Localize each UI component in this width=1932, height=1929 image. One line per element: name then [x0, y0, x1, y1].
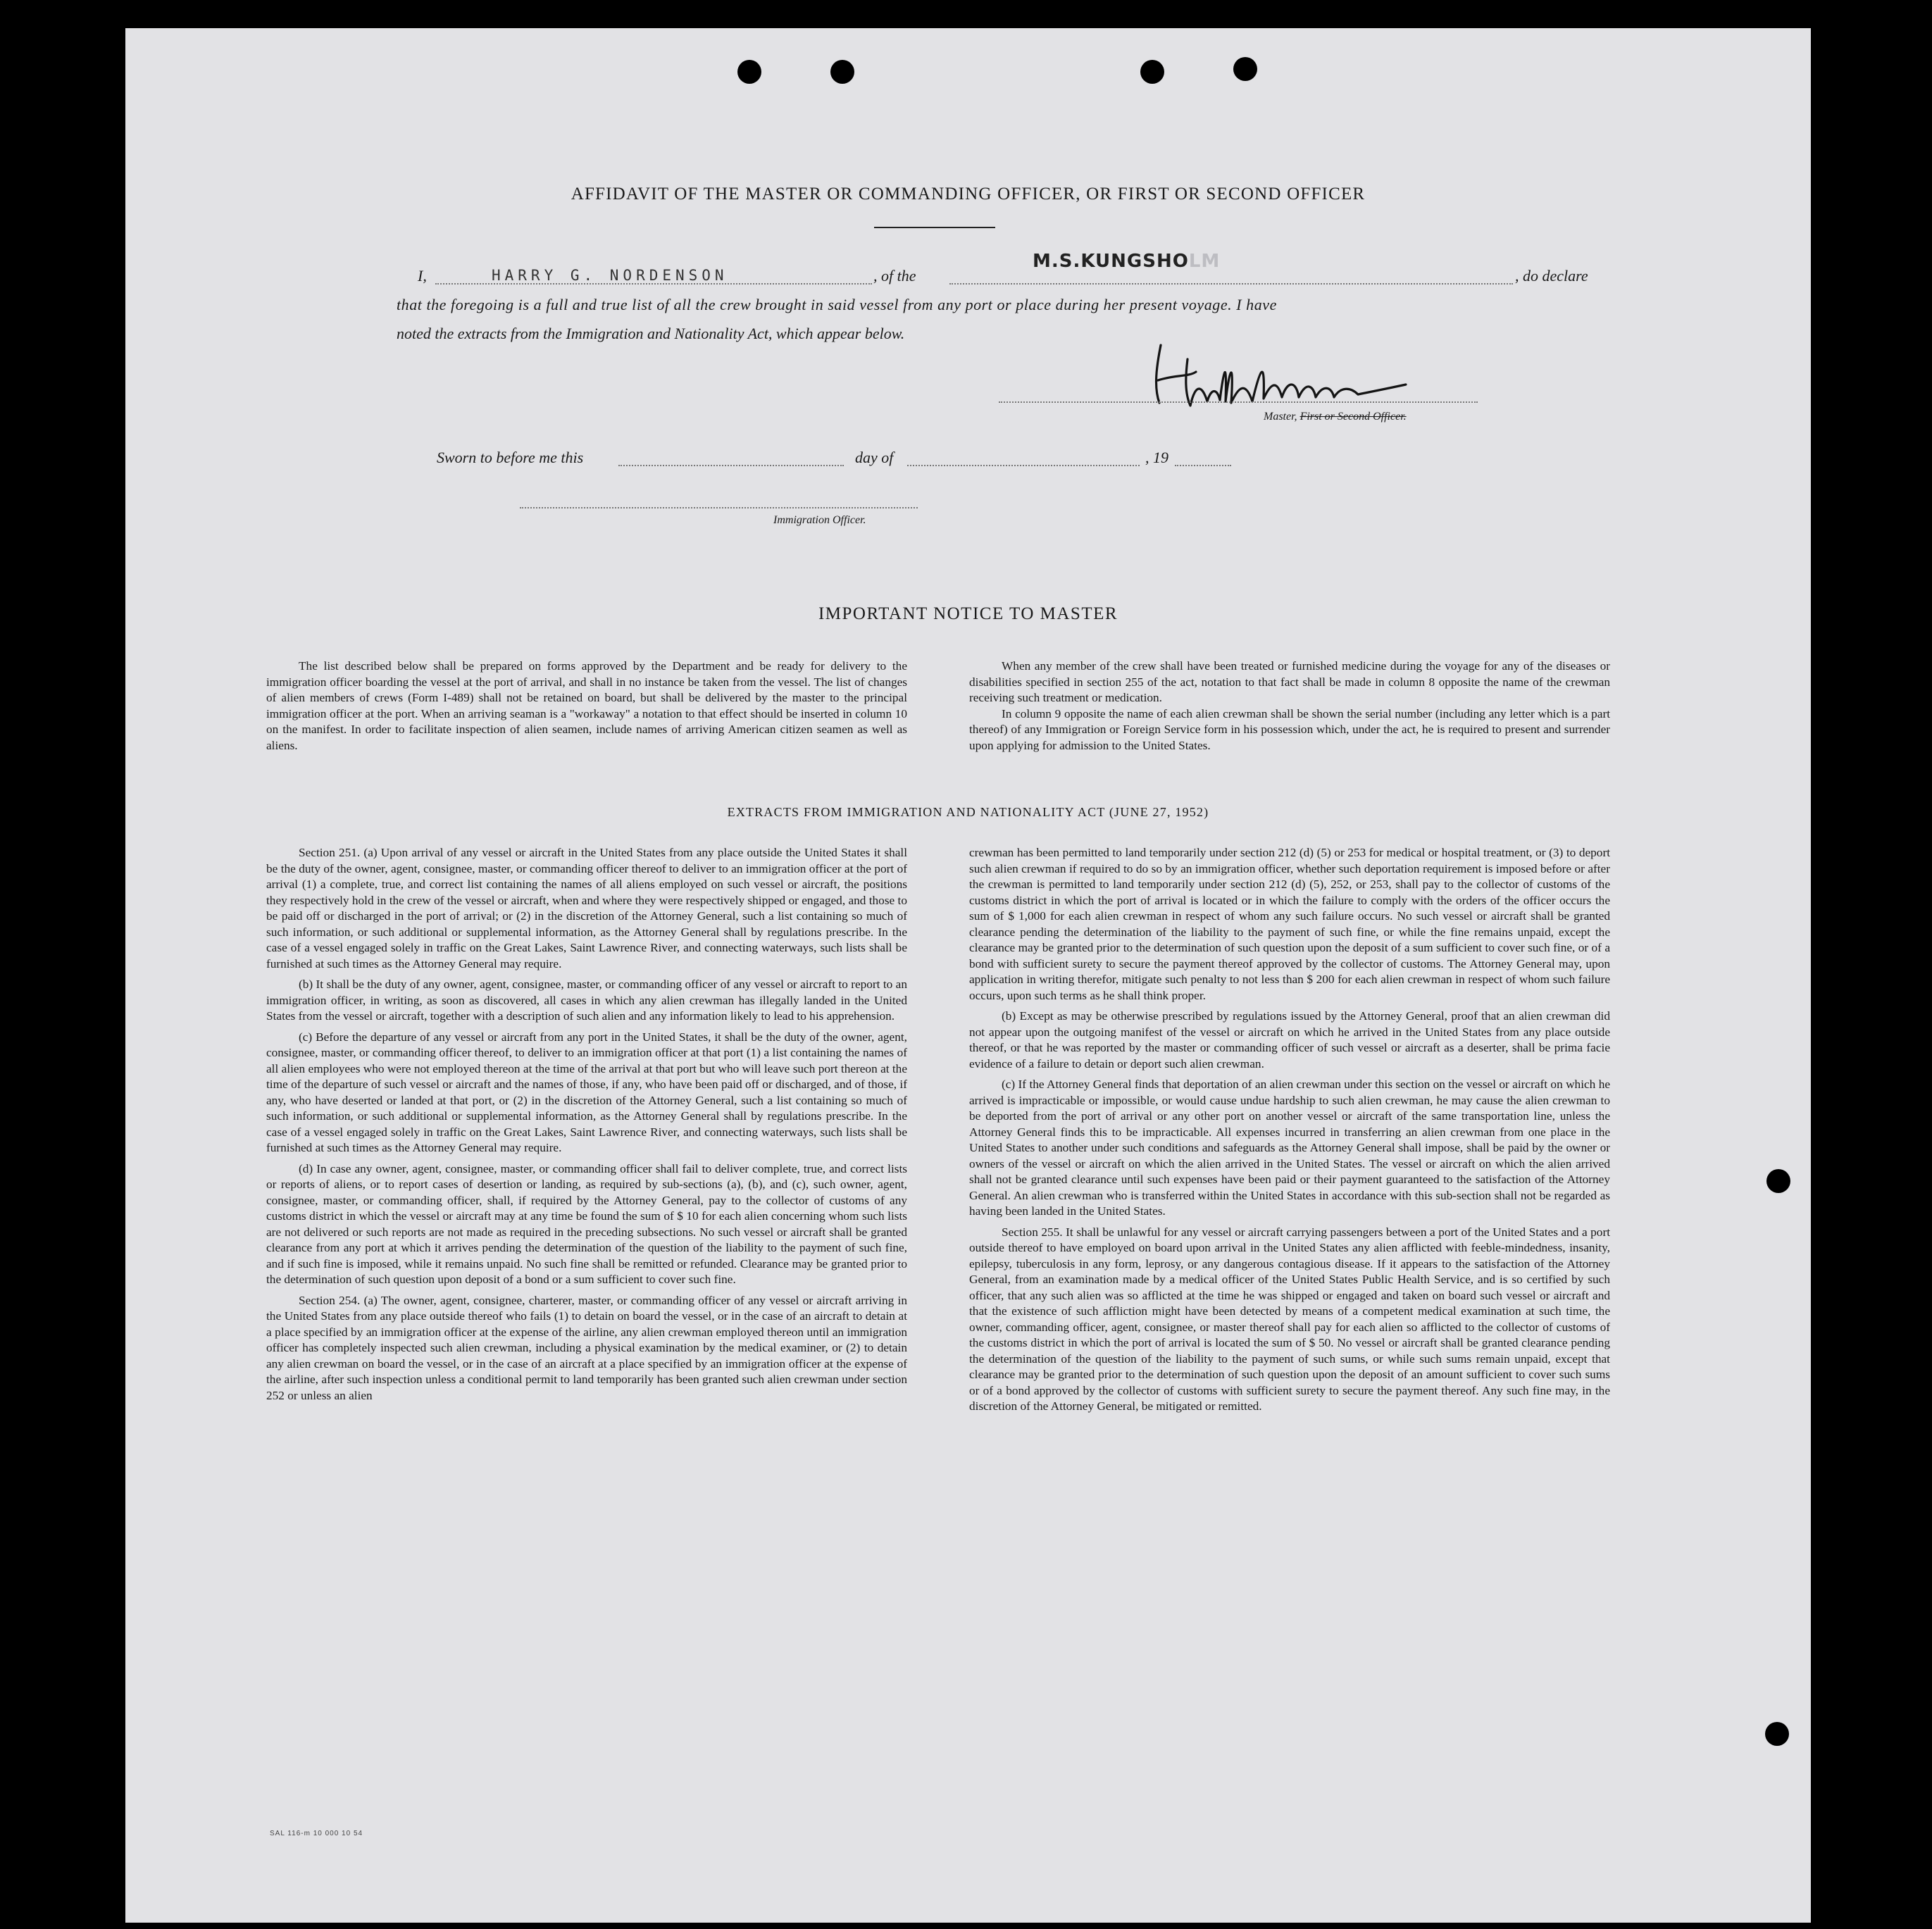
affidavit-title: AFFIDAVIT OF THE MASTER OR COMMANDING OFFICER, OR FIRST OR SECOND OFFICER — [571, 185, 1366, 204]
section-paragraph: (d) In case any owner, agent, consignee, master, or commanding officer shall fail to deliver complete, true, and correct lists or reports of aliens, or to report cases of desertion or landing, as required by sub-sections (a), (b), and (c), such owner, agent, consignee, master, or commanding officer, shall, if required by the Attorney General, pay to the collector of customs of any customs district in which the vessel or aircraft may at any time be found the sum of $ 10 for each alien concerning whom such lists are not delivered or such reports are not made as required in the preceding subsections. No such vessel or aircraft shall be granted clearance from any port at which it arrives pending the determination of the question of the liability to the payment of such fine, and if such fine is imposed, while it remains unpaid. No such fine shall be remitted or refunded. Clearance may be granted prior to the determination of such question upon deposit of a bond or a sum sufficient to cover such fine. — [266, 1161, 907, 1286]
divider — [874, 227, 995, 228]
punch-hole — [1140, 60, 1164, 84]
year-fill-line — [1175, 465, 1231, 466]
day-fill-line — [618, 465, 844, 466]
section-paragraph: Section 251. (a) Upon arrival of any vessel or aircraft in the United States from any place outside the United States it shall be the duty of the owner, agent, consignee, master, or commanding officer thereof to deliver to an immigration officer at the port of arrival (1) a complete, true, and correct list containing the names of all aliens employed on such vessel or aircraft, the positions they respectively hold in the crew of the vessel or aircraft, when and where they were respectively shipped or engaged, and those to be paid off or discharged in the port of arrival; or (2) in the discretion of the Attorney General, such a list containing so much of such information, or such additional or supplemental information, as the Attorney General shall by regulations prescribe. In the case of a vessel engaged solely in traffic on the Great Lakes, Saint Lawrence River, and connecting waterways, such lists shall be furnished at such times as the Attorney General may require. — [266, 846, 907, 970]
section-paragraph: (b) Except as may be otherwise prescribed by regulations issued by the Attorney General, proof that an alien crewman did not appear upon the outgoing manifest of the vessel or aircraft on which he arrived in the United States from any place outside thereof, or that he was reported by the master or commanding officer of such vessel or aircraft as a deserter, shall be prima facie evidence of a failure to detain or deport such alien crewman. — [969, 1009, 1610, 1070]
punch-hole — [1233, 57, 1257, 81]
notice-left-column — [266, 658, 907, 754]
master-name: HARRY G. NORDENSON — [492, 267, 728, 284]
notice-paragraph: When any member of the crew shall have been treated or furnished medicine during the voyage for any of the diseases or disabilities specified in section 255 of the act, notation to that fact shall be made in column 8 opposite the name of the crewman receiving such treatment or medication. — [969, 659, 1610, 704]
section-paragraph: crewman has been permitted to land temporarily under section 212 (d) (5) or 253 for medical or hospital treatment, or (3) to deport such alien crewman if required to do so by an immigration officer, whether such deportation requirement is imposed before or after the crewman is permitted to land temporarily under section 212 (d) (5), 252, or 253, shall pay to the collector of customs of the customs district in which the port of arrival is located or in which the failure to comply with the orders of the officer occurs the sum of $ 1,000 for each alien crewman in respect of whom any such failure occurs. No such vessel or aircraft shall be granted clearance pending the determination of the liability to the payment of such fine, or while the fine remains unpaid, except the clearance may be granted prior to the determination of such question upon the deposit of a sum sufficient to cover such fine, or of a bond with sufficient surety to secure the payment thereof approved by the collector of customs. The Attorney General may, upon application in writing therefor, mitigate such penalty to not less than $ 200 for each alien crewman in respect of whom such failure occurs, upon such terms as he shall think proper. — [969, 846, 1610, 1002]
signature-line — [999, 401, 1478, 403]
master-signature — [1147, 338, 1414, 423]
notice-title: IMPORTANT NOTICE TO MASTER — [818, 604, 1118, 623]
signature-caption: Master, First or Second Officer. — [1264, 411, 1407, 423]
vessel-name: M.S.KUNGSHOLM — [1033, 251, 1221, 272]
declaration-line: noted the extracts from the Immigration and Nationality Act, which appear below. — [397, 325, 905, 342]
of-the-label: , of the — [873, 267, 916, 285]
notice-paragraph: The list described below shall be prepared on forms approved by the Department and be ready for delivery to the immigration officer boarding the vessel at the port of arrival, and shall in no instance be taken from the vessel. The list of changes of alien members of crews (Form I-489) shall not be retained on board, but shall be delivered by the master to the principal immigration officer at the port. When an arriving seaman is a "workaway" a notation to that effect should be inserted in column 10 on the manifest. In order to facilitate inspection of alien seamen, include names of arriving American citizen seamen as well as aliens. — [266, 659, 907, 752]
section-paragraph: Section 255. It shall be unlawful for any vessel or aircraft carrying passengers between a port of the United States and a port outside thereof to have employed on board upon arrival in the United States any alien afflicted with feeble-mindedness, insanity, epilepsy, tuberculosis in any form, leprosy, or any dangerous contagious disease. If it appears to the satisfaction of the Attorney General, from an examination made by a medical officer of the United States Public Health Service, and is so certified by such officer, that any such alien was so afflicted at the time he was shipped or engaged and taken on board such vessel or aircraft and that the existence of such affliction might have been detected by means of a competent medical examination at such time, the owner, commanding officer, agent, consignee, or master thereof shall pay for each alien so afflicted to the collector of customs of the customs district in which the port of arrival is located the sum of $ 50. No vessel or aircraft shall be granted clearance pending the determination of the question of the liability to the payment of such sums, or while such sums remain unpaid, except that clearance may be granted prior to the determination of such question upon the deposit of an amount sufficient to cover such sums or of a bond approved by the collector of customs with sufficient surety to secure the payment thereof. Any such fine may, in the discretion of the Attorney General, be mitigated or remitted. — [969, 1225, 1610, 1413]
extracts-left-column — [266, 845, 907, 1409]
form-code: SAL 116-m 10 000 10 54 — [270, 1830, 363, 1837]
punch-hole — [830, 60, 854, 84]
section-paragraph: Section 254. (a) The owner, agent, consignee, charterer, master, or commanding officer of any vessel or aircraft arriving in the United States from any place outside thereof who fails (1) to detain on board the vessel, or in the case of an aircraft to detain at a place specified by an immigration officer at the expense of the airline, any alien crewman employed thereon until an immigration officer has completely inspected such alien crewman, including a physical examination by the medical examiner, or (2) to detain any alien crewman on board the vessel, or in the case of an aircraft at a place specified by an immigration officer at the expense of the airline, after such inspection unless a conditional permit to land temporarily has been granted such alien crewman under section 252 or unless an alien — [266, 1293, 907, 1402]
document-page — [125, 28, 1811, 1923]
punch-hole — [737, 60, 761, 84]
year-label: , 19 — [1145, 449, 1168, 466]
day-of-label: day of — [855, 449, 894, 466]
extracts-right-column — [969, 845, 1610, 1420]
notice-right-column — [969, 658, 1610, 754]
section-paragraph: (c) If the Attorney General finds that deportation of an alien crewman under this section on the vessel or aircraft on which he arrived is impracticable or impossible, or would cause undue hardship to such alien crewman, he may cause the alien crewman to be deported from the port of arrival or any other port on another vessel or aircraft of the same transportation line, unless the Attorney General finds this to be impracticable. All expenses incurred in transferring an alien crewman from one place in the United States to another under such conditions and safeguards as the Attorney General shall impose, shall be paid by the owner or owners of the vessel or aircraft on which the alien arrived in the United States. The vessel or aircraft on which the alien arrived shall not be granted clearance until such expenses have been paid or their payment guaranteed to the satisfaction of the Attorney General. An alien crewman who is transferred within the United States in accordance with this sub-section shall not be regarded as having been landed in the United States. — [969, 1078, 1610, 1218]
officer-signature-line — [520, 507, 918, 508]
declaration-line: that the foregoing is a full and true list of all the crew brought in said vessel from any port or place during her present voyage. I have — [397, 296, 1277, 313]
section-paragraph: (b) It shall be the duty of any owner, agent, consignee, master, or commanding officer of any vessel or aircraft to report to an immigration officer, in writing, as soon as discovered, all cases in which any alien crewman has illegally landed in the United States from the vessel or aircraft, together with a description of such alien and any information likely to lead to his apprehension. — [266, 978, 907, 1023]
punch-hole — [1766, 1169, 1790, 1193]
do-declare-label: , do declare — [1515, 267, 1588, 285]
officer-caption: Immigration Officer. — [773, 514, 866, 526]
i-label: I, — [418, 267, 427, 285]
vessel-fill-line — [949, 283, 1513, 285]
month-fill-line — [907, 465, 1140, 466]
section-paragraph: (c) Before the departure of any vessel or aircraft from any port in the United States, it shall be the duty of the owner, agent, consignee, master, or commanding officer thereof, to deliver to an immigration officer at that port (1) a list containing the names of all alien employees who were not employed thereon at the time of the arrival at that port but who will leave such port thereon at the time of the departure of such vessel or aircraft and the names of those, if any, who have been paid off or discharged, and of those, if any, who have deserted or landed at that port, or (2) in the discretion of the Attorney General, such a list containing so much of such information, or such additional or supplemental information, as the Attorney General shall by regulations prescribe. In the case of a vessel engaged solely in traffic on the Great Lakes, Saint Lawrence River, and connecting waterways, such lists shall be furnished at such times as the Attorney General may require. — [266, 1030, 907, 1154]
sworn-label: Sworn to before me this — [437, 449, 584, 466]
punch-hole — [1765, 1722, 1789, 1746]
notice-paragraph: In column 9 opposite the name of each alien crewman shall be shown the serial number (including any letter which is a part thereof) of any Immigration or Foreign Service form in his possession which, under the act, he is required to present and surrender upon applying for admission to the United States. — [969, 706, 1610, 752]
extracts-title: EXTRACTS FROM IMMIGRATION AND NATIONALITY ACT (JUNE 27, 1952) — [727, 805, 1209, 819]
